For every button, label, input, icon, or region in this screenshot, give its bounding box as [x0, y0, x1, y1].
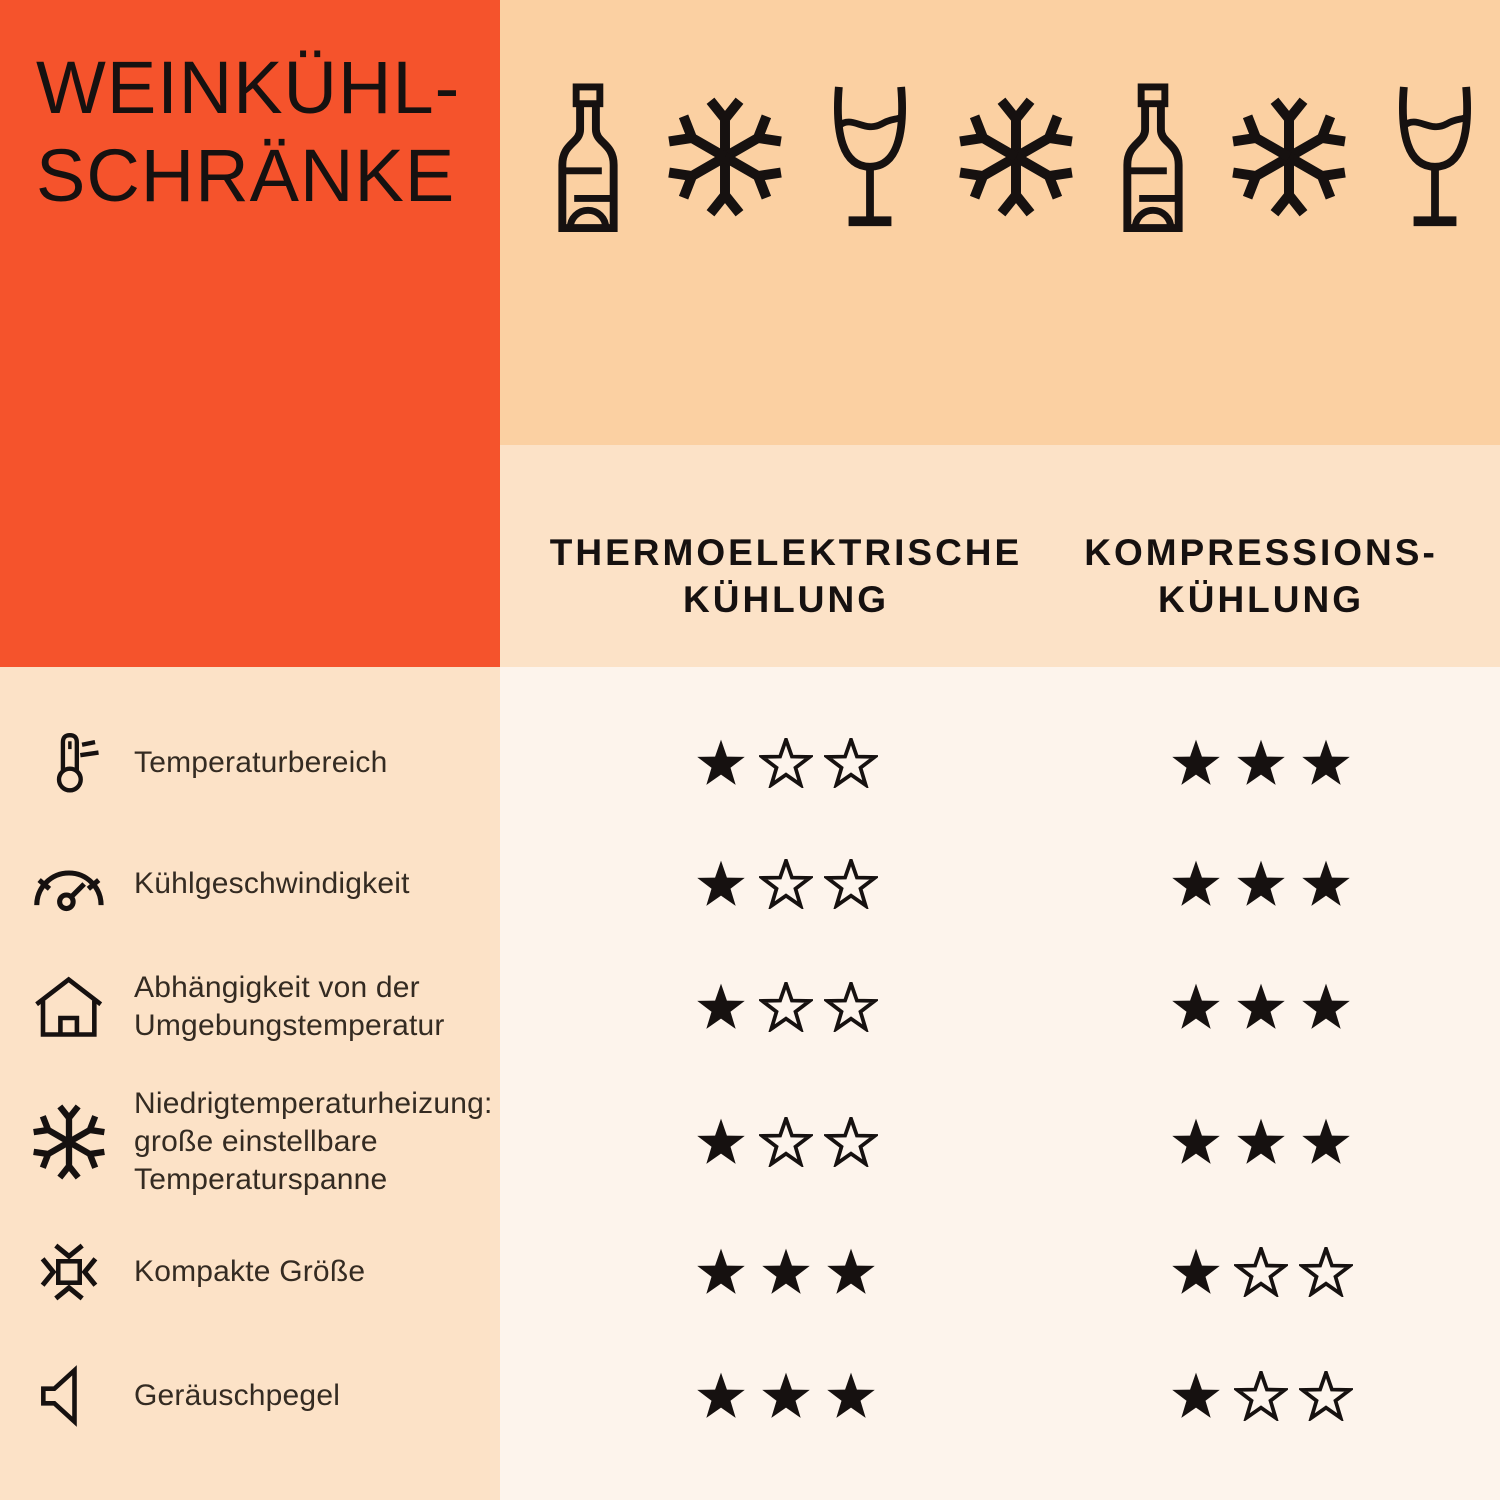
star-filled-icon [694, 859, 748, 909]
column-header-compression [1084, 529, 1438, 623]
snowflake-icon [1221, 89, 1357, 225]
column-headers-band [500, 445, 1500, 667]
criterion-label [134, 1377, 340, 1415]
compress-icon [36, 1239, 102, 1305]
criterion-label-line: Geräuschpegel [134, 1379, 341, 1412]
criterion-label [134, 744, 388, 782]
column-header-line: KÜHLUNG [1158, 579, 1364, 620]
star-filled-icon [824, 1247, 878, 1297]
star-filled-icon [824, 1371, 878, 1421]
column-header-line: KOMPRESSIONS- [1084, 532, 1438, 573]
criterion-icon-box [26, 1239, 112, 1305]
star-outline-icon [824, 859, 878, 909]
wine-bottle-icon [1121, 82, 1185, 232]
star-outline-icon [824, 738, 878, 788]
criterion-label-line: Kühlgeschwindigkeit [134, 867, 410, 900]
criterion-icon-box [26, 1099, 112, 1185]
criterion-label [134, 1253, 365, 1291]
criterion-label-line: Kompakte Größe [134, 1255, 366, 1288]
gauge-icon [30, 851, 108, 917]
rating-thermoelectric-thermometer [694, 738, 878, 788]
criterion-label-line: Temperaturspanne [134, 1163, 388, 1196]
criterion-row-gauge [26, 851, 488, 917]
wine-glass-icon [1394, 83, 1476, 231]
star-filled-icon [694, 1117, 748, 1167]
decorative-icons-band [500, 0, 1500, 445]
rating-thermoelectric-house [694, 982, 878, 1032]
wine-glass-icon [829, 83, 911, 231]
criterion-label [134, 865, 410, 903]
rating-thermoelectric-compress [694, 1247, 878, 1297]
snowflake-icon [657, 89, 793, 225]
star-outline-icon [1234, 1247, 1288, 1297]
criterion-row-speaker [26, 1363, 488, 1429]
star-outline-icon [1234, 1371, 1288, 1421]
star-filled-icon [1299, 982, 1353, 1032]
star-filled-icon [1169, 1371, 1223, 1421]
star-outline-icon [759, 1117, 813, 1167]
rating-compression-gauge [1169, 859, 1353, 909]
speaker-icon [36, 1363, 102, 1429]
star-filled-icon [1234, 982, 1288, 1032]
criterion-label-line: Umgebungstemperatur [134, 1009, 445, 1042]
star-outline-icon [824, 982, 878, 1032]
star-filled-icon [1234, 738, 1288, 788]
star-outline-icon [824, 1117, 878, 1167]
star-filled-icon [1299, 859, 1353, 909]
criterion-label-line: Niedrigtemperaturheizung: [134, 1087, 493, 1120]
snowflake-icon [948, 89, 1084, 225]
star-outline-icon [759, 859, 813, 909]
star-outline-icon [759, 738, 813, 788]
rating-thermoelectric-snowflake [694, 1117, 878, 1167]
criterion-row-thermometer [26, 730, 488, 796]
rating-compression-house [1169, 982, 1353, 1032]
criterion-label [134, 1085, 493, 1199]
star-filled-icon [1299, 738, 1353, 788]
star-filled-icon [759, 1247, 813, 1297]
star-filled-icon [1299, 1117, 1353, 1167]
house-icon [32, 974, 105, 1040]
star-filled-icon [1234, 1117, 1288, 1167]
page-title [36, 44, 460, 220]
star-filled-icon [694, 1371, 748, 1421]
star-outline-icon [1299, 1247, 1353, 1297]
rating-compression-speaker [1169, 1371, 1353, 1421]
star-filled-icon [1234, 859, 1288, 909]
criterion-row-compress [26, 1239, 488, 1305]
rating-thermoelectric-speaker [694, 1371, 878, 1421]
rating-compression-snowflake [1169, 1117, 1353, 1167]
column-header-thermoelectric [550, 529, 1022, 623]
snowflake-icon [26, 1099, 112, 1185]
column-header-line: THERMOELEKTRISCHE [549, 532, 1023, 573]
rating-compression-compress [1169, 1247, 1353, 1297]
thermometer-icon [36, 730, 102, 796]
page-title-line-2: SCHRÄNKE [36, 134, 456, 217]
decorative-icons-row [556, 62, 1476, 252]
star-filled-icon [694, 738, 748, 788]
criterion-icon-box [26, 974, 112, 1040]
criterion-label-line: Temperaturbereich [134, 746, 388, 779]
column-header-line: KÜHLUNG [683, 579, 889, 620]
criteria-panel [0, 667, 500, 1500]
star-filled-icon [1169, 1247, 1223, 1297]
wine-bottle-icon [556, 82, 620, 232]
criterion-icon-box [26, 1363, 112, 1429]
star-filled-icon [1169, 1117, 1223, 1167]
star-filled-icon [1169, 738, 1223, 788]
star-filled-icon [694, 982, 748, 1032]
criterion-icon-box [26, 730, 112, 796]
criterion-label-line: Abhängigkeit von der [134, 971, 420, 1004]
star-outline-icon [1299, 1371, 1353, 1421]
ratings-panel [500, 667, 1500, 1500]
star-filled-icon [1169, 859, 1223, 909]
criterion-label-line: große einstellbare [134, 1125, 378, 1158]
star-filled-icon [694, 1247, 748, 1297]
star-filled-icon [759, 1371, 813, 1421]
criterion-label [134, 969, 445, 1045]
title-panel [0, 0, 500, 667]
criterion-row-house [26, 969, 488, 1045]
criterion-row-snowflake [26, 1085, 493, 1199]
rating-compression-thermometer [1169, 738, 1353, 788]
rating-thermoelectric-gauge [694, 859, 878, 909]
page-title-line-1: WEINKÜHL- [36, 46, 461, 129]
star-outline-icon [759, 982, 813, 1032]
star-filled-icon [1169, 982, 1223, 1032]
criterion-icon-box [26, 851, 112, 917]
